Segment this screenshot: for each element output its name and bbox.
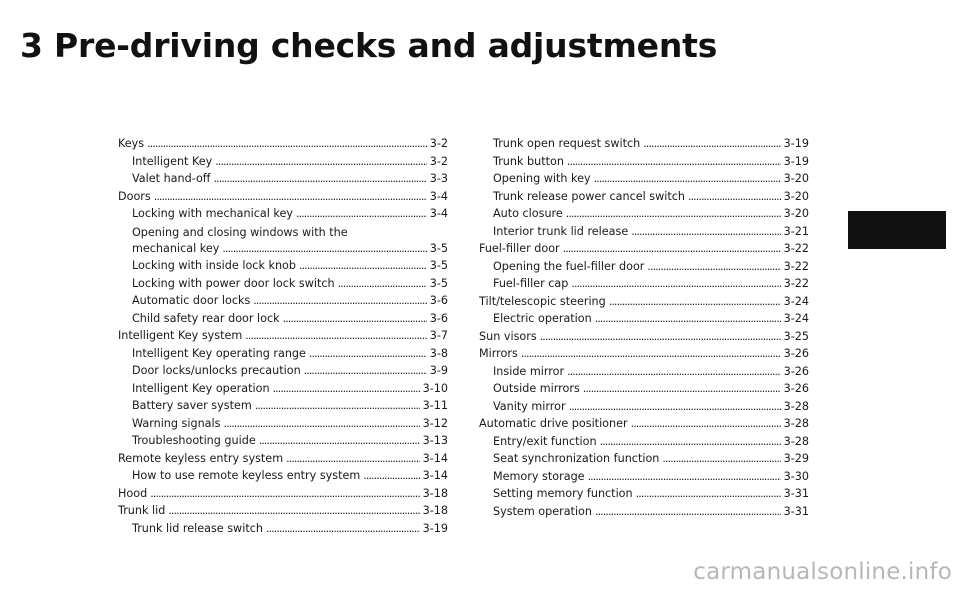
toc-section-entry[interactable] — [479, 328, 809, 346]
toc-entry-label: Valet hand-off — [132, 172, 211, 185]
toc-entry-label: Intelligent Key system — [118, 329, 243, 342]
toc-dot-leader — [266, 520, 420, 538]
toc-entry-label: Tilt/telescopic steering — [479, 294, 606, 308]
toc-dot-leader — [688, 188, 781, 206]
toc-dot-leader — [273, 380, 420, 398]
toc-entry-page: 3-19 — [783, 137, 809, 150]
toc-entry-label: Warning signals — [132, 416, 221, 430]
toc-entry-label: Door locks/unlocks precaution — [132, 364, 301, 377]
toc-section-entry[interactable] — [479, 240, 809, 258]
toc-entry-page: 3-24 — [783, 294, 809, 308]
toc-entry-page: 3-24 — [783, 312, 809, 325]
toc-entry-label: Opening the fuel-filler door — [493, 259, 645, 273]
toc-subsection-entry[interactable] — [479, 275, 809, 293]
toc-subsection-entry[interactable] — [118, 225, 448, 240]
toc-section-entry[interactable] — [479, 415, 809, 433]
toc-entry-label: Locking with mechanical key — [132, 207, 293, 220]
toc-dot-leader — [283, 310, 427, 328]
toc-column-right — [479, 135, 809, 520]
toc-section-entry[interactable] — [118, 485, 448, 503]
toc-subsection-entry[interactable] — [479, 380, 809, 398]
toc-dot-leader — [150, 485, 419, 503]
toc-dot-leader — [631, 223, 780, 241]
toc-entry-page: 3-5 — [429, 241, 448, 255]
toc-subsection-entry[interactable] — [118, 170, 448, 188]
toc-subsection-entry[interactable] — [479, 188, 809, 206]
toc-entry-page: 3-6 — [429, 294, 448, 307]
toc-dot-leader — [223, 415, 419, 433]
toc-entry-page: 3-28 — [783, 399, 809, 413]
toc-subsection-entry[interactable] — [118, 153, 448, 171]
toc-entry-label: Battery saver system — [132, 399, 252, 412]
toc-subsection-entry[interactable] — [118, 380, 448, 398]
toc-subsection-entry[interactable] — [118, 520, 448, 538]
toc-entry-page: 3-26 — [783, 364, 809, 378]
toc-entry-page: 3-18 — [422, 486, 448, 500]
chapter-tab — [848, 211, 946, 249]
toc-entry-page: 3-31 — [783, 504, 809, 518]
toc-entry-label: Automatic door locks — [132, 294, 251, 307]
toc-section-entry[interactable] — [479, 293, 809, 311]
toc-dot-leader — [286, 450, 420, 468]
toc-dot-leader — [569, 398, 781, 416]
toc-section-entry[interactable] — [118, 135, 448, 153]
toc-subsection-entry[interactable] — [479, 433, 809, 451]
toc-section-entry[interactable] — [118, 188, 448, 206]
toc-subsection-entry[interactable] — [479, 363, 809, 381]
toc-entry-page: 3-18 — [422, 504, 448, 517]
toc-dot-leader — [594, 170, 781, 188]
toc-section-entry[interactable] — [118, 327, 448, 345]
toc-entry-page: 3-3 — [429, 172, 448, 185]
toc-subsection-entry[interactable] — [479, 450, 809, 468]
toc-entry-label: Trunk open request switch — [493, 137, 641, 150]
toc-subsection-entry[interactable] — [118, 310, 448, 328]
toc-entry-label: Trunk release power cancel switch — [493, 189, 685, 203]
toc-dot-leader — [566, 205, 781, 223]
toc-dot-leader — [521, 345, 781, 363]
toc-entry-page: 3-19 — [783, 154, 809, 168]
toc-section-entry[interactable] — [479, 345, 809, 363]
chapter-title: 3 Pre-driving checks and adjustments — [20, 26, 718, 65]
toc-entry-page: 3-22 — [783, 259, 809, 273]
toc-entry-label: mechanical key — [132, 241, 220, 255]
toc-entry-label: Locking with power door lock switch — [132, 276, 335, 290]
toc-entry-label: Doors — [118, 189, 151, 203]
toc-entry-page: 3-26 — [783, 382, 809, 395]
toc-dot-leader — [299, 257, 427, 275]
toc-subsection-entry[interactable] — [118, 467, 448, 485]
toc-entry-page: 3-6 — [429, 311, 448, 325]
toc-subsection-entry[interactable] — [118, 432, 448, 450]
toc-entry-page: 3-7 — [429, 329, 448, 342]
toc-entry-label: Setting memory function — [493, 487, 633, 500]
toc-dot-leader — [338, 275, 427, 293]
toc-entry-page: 3-22 — [783, 242, 809, 255]
toc-dot-leader — [296, 205, 427, 223]
toc-entry-label: Electric operation — [493, 312, 592, 325]
toc-dot-leader — [168, 502, 419, 520]
toc-entry-label: Trunk lid — [118, 504, 166, 517]
toc-subsection-entry[interactable] — [118, 292, 448, 310]
toc-entry-label: Opening with key — [493, 172, 591, 185]
toc-entry-page: 3-11 — [422, 399, 448, 412]
toc-dot-leader — [583, 380, 781, 398]
toc-entry-label: How to use remote keyless entry system — [132, 469, 361, 482]
toc-subsection-entry[interactable] — [118, 205, 448, 223]
toc-entry-label: Sun visors — [479, 329, 537, 343]
toc-dot-leader — [363, 467, 419, 485]
toc-entry-page: 3-31 — [783, 487, 809, 500]
toc-subsection-entry[interactable] — [479, 170, 809, 188]
toc-entry-label: Intelligent Key operation — [132, 381, 270, 395]
toc-entry-label: Remote keyless entry system — [118, 451, 284, 465]
toc-entry-label: Trunk lid release switch — [132, 521, 263, 535]
toc-entry-label: Opening and closing windows with the — [132, 225, 348, 239]
toc-subsection-entry[interactable] — [479, 398, 809, 416]
toc-entry-page: 3-2 — [429, 154, 448, 168]
toc-entry-page: 3-28 — [783, 417, 809, 430]
toc-entry-page: 3-10 — [422, 381, 448, 395]
toc-subsection-entry[interactable] — [118, 240, 448, 258]
toc-entry-label: Inside mirror — [493, 364, 565, 378]
toc-entry-label: Interior trunk lid release — [493, 224, 629, 238]
toc-entry-label: Locking with inside lock knob — [132, 259, 296, 272]
toc-entry-label: Fuel-filler cap — [493, 277, 569, 290]
toc-subsection-entry[interactable] — [118, 275, 448, 293]
toc-subsection-entry[interactable] — [118, 362, 448, 380]
toc-entry-page: 3-25 — [783, 329, 809, 343]
toc-dot-leader — [662, 450, 780, 468]
toc-entry-page: 3-20 — [783, 172, 809, 185]
toc-entry-page: 3-30 — [783, 469, 809, 483]
toc-entry-page: 3-12 — [422, 416, 448, 430]
toc-column-left — [118, 135, 448, 537]
toc-dot-leader — [609, 293, 781, 311]
toc-dot-leader — [600, 433, 781, 451]
toc-dot-leader — [567, 153, 781, 171]
toc-entry-page: 3-2 — [429, 137, 448, 150]
toc-entry-label: Entry/exit function — [493, 434, 597, 448]
toc-dot-leader — [540, 328, 781, 346]
toc-subsection-entry[interactable] — [118, 257, 448, 275]
toc-entry-label: Hood — [118, 486, 148, 500]
toc-subsection-entry[interactable] — [479, 205, 809, 223]
toc-subsection-entry[interactable] — [479, 468, 809, 486]
watermark: carmanualsonline.info — [693, 559, 952, 585]
toc-section-entry[interactable] — [118, 502, 448, 520]
toc-subsection-entry[interactable] — [479, 223, 809, 241]
toc-subsection-entry[interactable] — [479, 135, 809, 153]
toc-dot-leader — [631, 415, 781, 433]
toc-subsection-entry[interactable] — [479, 310, 809, 328]
toc-entry-label: Mirrors — [479, 347, 518, 360]
toc-dot-leader — [214, 170, 427, 188]
toc-dot-leader — [215, 153, 426, 171]
toc-entry-label: Keys — [118, 137, 145, 150]
toc-dot-leader — [595, 503, 781, 521]
toc-subsection-entry[interactable] — [479, 258, 809, 276]
toc-dot-leader — [643, 135, 780, 153]
toc-entry-label: Troubleshooting guide — [132, 434, 256, 447]
toc-dot-leader — [567, 363, 781, 381]
toc-entry-page: 3-5 — [429, 276, 448, 290]
toc-entry-page: 3-13 — [422, 434, 448, 447]
toc-subsection-entry[interactable] — [118, 415, 448, 433]
toc-entry-page: 3-21 — [783, 224, 809, 238]
toc-dot-leader — [253, 292, 426, 310]
toc-dot-leader — [309, 345, 427, 363]
toc-dot-leader — [304, 362, 427, 380]
toc-entry-page: 3-20 — [783, 207, 809, 220]
toc-entry-page: 3-4 — [429, 189, 448, 203]
toc-dot-leader — [588, 468, 781, 486]
toc-entry-label: Auto closure — [493, 207, 563, 220]
toc-entry-page: 3-20 — [783, 189, 809, 203]
toc-entry-label: Memory storage — [493, 469, 585, 483]
toc-entry-page: 3-14 — [422, 469, 448, 482]
toc-dot-leader — [222, 240, 426, 258]
toc-entry-label: Trunk button — [493, 154, 564, 168]
toc-entry-label: Intelligent Key — [132, 154, 213, 168]
toc-entry-page: 3-8 — [429, 346, 448, 360]
toc-entry-label: Intelligent Key operating range — [132, 346, 306, 360]
toc-subsection-entry[interactable] — [479, 503, 809, 521]
toc-entry-label: Fuel-filler door — [479, 242, 560, 255]
toc-entry-page: 3-5 — [429, 259, 448, 272]
toc-entry-page: 3-19 — [422, 521, 448, 535]
toc-dot-leader — [259, 432, 420, 450]
toc-entry-label: Automatic drive positioner — [479, 417, 628, 430]
toc-entry-label: System operation — [493, 504, 592, 518]
toc-dot-leader — [647, 258, 780, 276]
toc-entry-page: 3-9 — [429, 364, 448, 377]
toc-subsection-entry[interactable] — [479, 485, 809, 503]
toc-dot-leader — [636, 485, 781, 503]
toc-entry-label: Vanity mirror — [493, 399, 566, 413]
toc-dot-leader — [563, 240, 781, 258]
toc-subsection-entry[interactable] — [479, 153, 809, 171]
toc-entry-page: 3-26 — [783, 347, 809, 360]
toc-dot-leader — [147, 135, 427, 153]
toc-entry-label: Outside mirrors — [493, 382, 580, 395]
toc-dot-leader — [255, 397, 420, 415]
toc-dot-leader — [571, 275, 780, 293]
toc-entry-page: 3-28 — [783, 434, 809, 448]
toc-dot-leader — [595, 310, 781, 328]
toc-subsection-entry[interactable] — [118, 397, 448, 415]
toc-dot-leader — [245, 327, 426, 345]
toc-entry-page: 3-4 — [429, 207, 448, 220]
toc-entry-label: Seat synchronization function — [493, 452, 660, 465]
toc-entry-page: 3-14 — [422, 451, 448, 465]
toc-section-entry[interactable] — [118, 450, 448, 468]
toc-subsection-entry[interactable] — [118, 345, 448, 363]
toc-entry-page: 3-29 — [783, 452, 809, 465]
toc-entry-page: 3-22 — [783, 277, 809, 290]
toc-entry-label: Child safety rear door lock — [132, 311, 280, 325]
toc-dot-leader — [154, 188, 427, 206]
